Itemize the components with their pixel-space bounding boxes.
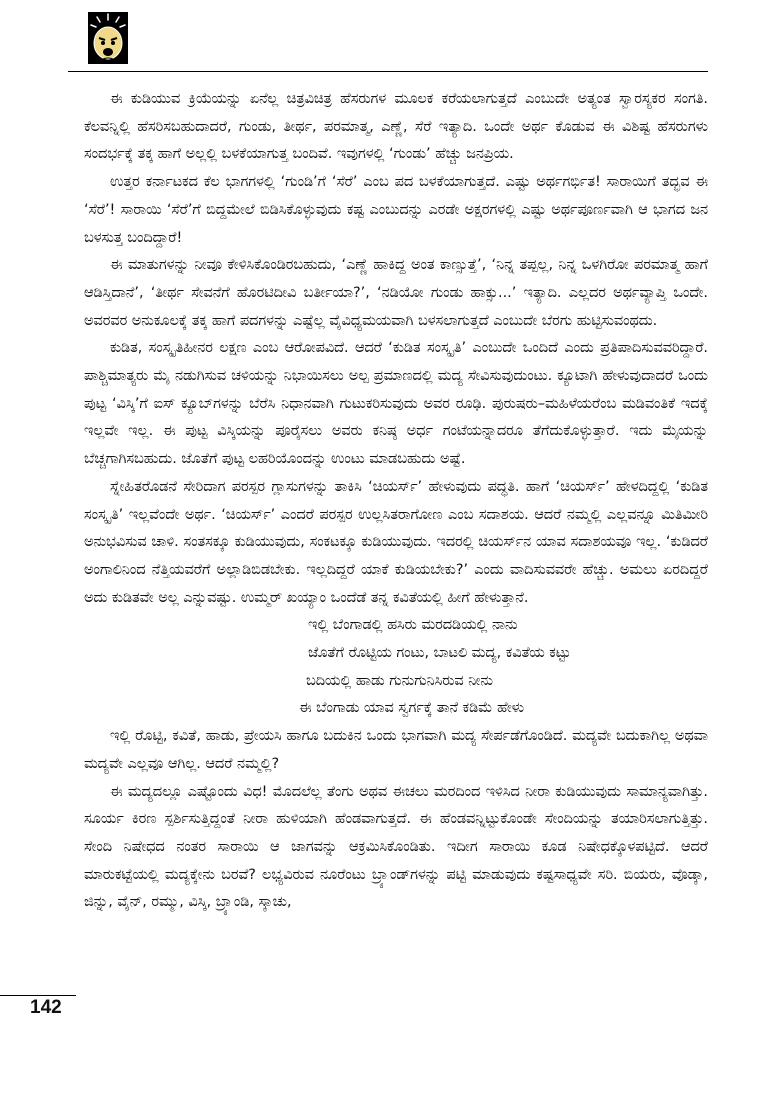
paragraph: ಈ ಮದ್ಯದಲ್ಲೂ ಎಷ್ಟೊಂದು ವಿಧ! ಮೊದಲೆಲ್ಲ ತೆಂಗು ಅಥವ ಈಚಲು ಮರದಿಂದ ಇಳಿಸಿದ ನೀರಾ ಕುಡಿಯುವುದು ಸಾಮಾನ್ಯವಾಗಿತ್ತು. ಸೂರ್ಯ ಕಿರಣ ಸ್ಪರ್ಶಿಸುತ್ತಿದ್ದಂತೆ ನೀರಾ ಹುಳಿಯಾಗಿ ಹೆಂಡವಾಗುತ್ತದೆ. ಈ ಹೆಂಡವನ್ನಿಟ್ಟುಕೊಂಡೇ ಸೇಂದಿಯನ್ನು ತಯಾರಿಸಲಾಗುತ್ತಿತ್ತು. ಸೇಂದಿ ನಿಷೇಧದ ನಂತರ ಸಾರಾಯಿ ಆ ಜಾಗವನ್ನು ಆಕ್ರಮಿಸಿಕೊಂಡಿತು. ಇದೀಗ ಸಾರಾಯಿ ಕೂಡ ನಿಷೇಧಕ್ಕೊಳಪಟ್ಟಿದೆ. ಆದರೆ ಮಾರುಕಟ್ಟೆಯಲ್ಲಿ ಮದ್ಯಕ್ಕೇನು ಬರವೆ? ಲಭ್ಯವಿರುವ ನೂರೆಂಟು ಬ್ರ್ಯಾಂಡ್‌ಗಳನ್ನು ಪಟ್ಟಿ ಮಾಡುವುದು ಕಷ್ಟಸಾಧ್ಯವೇ ಸರಿ. ಬಿಯರು, ವೊಡ್ಕಾ, ಜಿನ್ನು, ವೈನ್, ರಮ್ಮು, ವಿಸ್ಕಿ, ಬ್ರ್ಯಾಂಡಿ, ಸ್ಕಾಚು, <box>84 783 708 911</box>
poem <box>84 612 708 723</box>
footer-rule <box>0 995 76 996</box>
paragraph: ಈ ಮಾತುಗಳನ್ನು ನೀವೂ ಕೇಳಿಸಿಕೊಂಡಿರಬಹುದು, ‘ಎಣ್ಣೆ ಹಾಕಿದ್ದ ಅಂತ ಕಾಣ್ಸುತ್ತೆ’, ‘ನಿನ್ನ ತಪ್ಪಲ್ಲ, ನಿನ್ನ ಒಳಗಿರೋ ಪರಮಾತ್ಮ ಹಾಗೆ ಆಡಿಸ್ತಿದಾನೆ’, ‘ತೀರ್ಥ ಸೇವನೆಗೆ ಹೊರಟಿದೀವಿ ಬರ್ತೀಯಾ?’, ‘ನಡಿಯೋ ಗುಂಡು ಹಾಕ್ಸು...’ ಇತ್ಯಾದಿ. ಎಲ್ಲದರ ಅರ್ಥವ್ಯಾಪ್ತಿ ಒಂದೇ. ಅವರವರ ಅನುಕೂಲಕ್ಕೆ ತಕ್ಕ ಹಾಗೆ ಪದಗಳನ್ನು ಎಷ್ಟೆಲ್ಲ ವೈವಿಧ್ಯಮಯವಾಗಿ ಬಳಸಲಾಗುತ್ತದೆ ಎಂಬುದೇ ಬೆರಗು ಹುಟ್ಟಿಸುವಂಥದು. <box>84 257 708 329</box>
poem-line: ಜೊತೆಗೆ ರೊಟ್ಟಿಯ ಗಂಟು, ಬಾಟಲಿ ಮದ್ಯ, ಕವಿತೆಯ ಕಟ್ಟು <box>308 645 571 662</box>
header-rule <box>68 71 708 72</box>
paragraph: ಉತ್ತರ ಕರ್ನಾಟಕದ ಕೆಲ ಭಾಗಗಳಲ್ಲಿ ‘ಗುಂಡಿ’ಗೆ ‘ಸೆರೆ’ ಎಂಬ ಪದ ಬಳಕೆಯಾಗುತ್ತದೆ. ಎಷ್ಟು ಅರ್ಥಗರ್ಭಿತ! ಸಾರಾಯಿಗೆ ತದ್ಭವ ಈ ‘ಸೆರೆ’! ಸಾರಾಯಿ ‘ಸೆರೆ’ಗೆ ಬಿದ್ದಮೇಲೆ ಬಿಡಿಸಿಕೊಳ್ಳುವುದು ಕಷ್ಟ ಎಂಬುದನ್ನು ಎರಡೇ ಅಕ್ಷರಗಳಲ್ಲಿ ಎಷ್ಟು ಅರ್ಥಪೂರ್ಣವಾಗಿ ಆ ಭಾಗದ ಜನ ಬಳಸುತ್ತ ಬಂದಿದ್ದಾರೆ! <box>84 174 708 246</box>
paragraph: ಇಲ್ಲಿ ರೊಟ್ಟಿ, ಕವಿತೆ, ಹಾಡು, ಪ್ರೇಯಸಿ ಹಾಗೂ ಬದುಕಿನ ಒಂದು ಭಾಗವಾಗಿ ಮದ್ಯ ಸೇರ್ಪಡೆಗೊಂಡಿದೆ. ಮದ್ಯವೇ ಬದುಕಾಗಿಲ್ಲ ಅಥವಾ ಮದ್ಯವೇ ಎಲ್ಲವೂ ಆಗಿಲ್ಲ. ಆದರೆ ನಮ್ಮಲ್ಲಿ? <box>84 728 708 772</box>
shouting-face-icon <box>88 12 128 64</box>
poem-line: ಈ ಬೆಂಗಾಡು ಯಾವ ಸ್ವರ್ಗಕ್ಕೆ ತಾನೆ ಕಡಿಮೆ ಹೇಳು <box>299 700 525 717</box>
paragraph: ಕುಡಿತ, ಸಂಸ್ಕೃತಿಹೀನರ ಲಕ್ಷಣ ಎಂಬ ಆರೋಪವಿದೆ. ಆದರೆ ‘ಕುಡಿತ ಸಂಸ್ಕೃತಿ’ ಎಂಬುದೇ ಒಂದಿದೆ ಎಂದು ಪ್ರತಿಪಾದಿಸುವವರಿದ್ದಾರೆ. ಪಾಶ್ಚಿಮಾತ್ಯರು ಮೈ ನಡುಗಿಸುವ ಚಳಿಯನ್ನು ನಿಭಾಯಿಸಲು ಅಲ್ಪ ಪ್ರಮಾಣದಲ್ಲಿ ಮದ್ಯ ಸೇವಿಸುವುದುಂಟು. ಕ್ಯೂಟಾಗಿ ಹೇಳುವುದಾದರೆ ಒಂದು ಪುಟ್ಟ ‘ವಿಸ್ಕಿ’ಗೆ ಐಸ್ ಕ್ಯೂಬ್‌ಗಳನ್ನು ಬೆರೆಸಿ ನಿಧಾನವಾಗಿ ಗುಟುಕರಿಸುವುದು ಅವರ ರೂಢಿ. ಪುರುಷರು–ಮಹಿಳೆಯರೆಂಬ ಮಡಿವಂತಿಕೆ ಇದಕ್ಕೆ ಇಲ್ಲವೇ ಇಲ್ಲ. ಈ ಪುಟ್ಟ ವಿಸ್ಕಿಯನ್ನು ಪೂರೈಸಲು ಅವರು ಕನಿಷ್ಠ ಅರ್ಧ ಗಂಟೆಯನ್ನಾದರೂ ತೆಗೆದುಕೊಳ್ಳುತ್ತಾರೆ. ಇದು ಮೈಯನ್ನು ಬೆಚ್ಚಗಾಗಿಸಬಹುದು. ಜೊತೆಗೆ ಪುಟ್ಟ ಲಹರಿಯೊಂದನ್ನು ಉಂಟು ಮಾಡಬಹುದು ಅಷ್ಟೆ. <box>84 340 708 468</box>
paragraph: ಸ್ನೇಹಿತರೊಡನೆ ಸೇರಿದಾಗ ಪರಸ್ಪರ ಗ್ಲಾಸುಗಳನ್ನು ತಾಕಿಸಿ ‘ಚಿಯರ್ಸ್’ ಹೇಳುವುದು ಪದ್ಧತಿ. ಹಾಗೆ ‘ಚಿಯರ್ಸ್’ ಹೇಳದಿದ್ದಲ್ಲಿ ‘ಕುಡಿತ ಸಂಸ್ಕೃತಿ’ ಇಲ್ಲವೆಂದೇ ಅರ್ಥ. ‘ಚಿಯರ್ಸ್’ ಎಂದರೆ ಪರಸ್ಪರ ಉಲ್ಲಸಿತರಾಗೋಣ ಎಂಬ ಸದಾಶಯ. ಆದರೆ ನಮ್ಮಲ್ಲಿ ಎಲ್ಲವನ್ನೂ ಮಿತಿಮೀರಿ ಅನುಭವಿಸುವ ಚಾಳಿ. ಸಂತಸಕ್ಕೂ ಕುಡಿಯುವುದು, ಸಂಕಟಕ್ಕೂ ಕುಡಿಯುವುದು. ಇದರಲ್ಲಿ ಚಿಯರ್ಸ್‌ನ ಯಾವ ಸದಾಶಯವೂ ಇಲ್ಲ. ‘ಕುಡಿದರೆ ಅಂಗಾಲಿನಿಂದ ನೆತ್ತಿಯವರೆಗೆ ಅಲ್ಲಾಡಿಬಿಡಬೇಕು. ಇಲ್ಲದಿದ್ದರೆ ಯಾಕೆ ಕುಡಿಯಬೇಕು?’ ಎಂದು ವಾದಿಸುವವರೇ ಹೆಚ್ಚು. ಅಮಲು ಏರದಿದ್ದರೆ ಅದು ಕುಡಿತವೇ ಅಲ್ಲ ಎನ್ನುವಷ್ಟು. ಉಮ್ಮರ್ ಖಯ್ಯಾಂ ಒಂದೆಡೆ ತನ್ನ ಕವಿತೆಯಲ್ಲಿ ಹೀಗೆ ಹೇಳುತ್ತಾನೆ. <box>84 478 708 606</box>
paragraph: ಈ ಕುಡಿಯುವ ಕ್ರಿಯೆಯನ್ನು ಏನೆಲ್ಲ ಚಿತ್ರವಿಚಿತ್ರ ಹೆಸರುಗಳ ಮೂಲಕ ಕರೆಯಲಾಗುತ್ತದೆ ಎಂಬುದೇ ಅತ್ಯಂತ ಸ್ವಾರಸ್ಯಕರ ಸಂಗತಿ. ಕೆಲವನ್ನಿಲ್ಲಿ ಹೆಸರಿಸಬಹುದಾದರೆ, ಗುಂಡು, ತೀರ್ಥ, ಪರಮಾತ್ಮ, ಎಣ್ಣೆ, ಸೆರೆ ಇತ್ಯಾದಿ. ಒಂದೇ ಅರ್ಥ ಕೊಡುವ ಈ ವಿಶಿಷ್ಟ ಹೆಸರುಗಳು ಸಂದರ್ಭಕ್ಕೆ ತಕ್ಕ ಹಾಗೆ ಅಲ್ಲಲ್ಲಿ ಬಳಕೆಯಾಗುತ್ತ ಬಂದಿವೆ. ಇವುಗಳಲ್ಲಿ ‘ಗುಂಡು’ ಹೆಚ್ಚು ಜನಪ್ರಿಯ. <box>84 91 708 163</box>
page-number: 142 <box>30 997 62 1018</box>
page-body <box>84 86 708 917</box>
poem-line: ಬದಿಯಲ್ಲಿ ಹಾಡು ಗುನುಗುನಿಸಿರುವ ನೀನು <box>306 672 493 689</box>
poem-line: ಇಲ್ಲಿ ಬೆಂಗಾಡಲ್ಲಿ ಹಸಿರು ಮರದಡಿಯಲ್ಲಿ ನಾನು <box>308 617 518 634</box>
